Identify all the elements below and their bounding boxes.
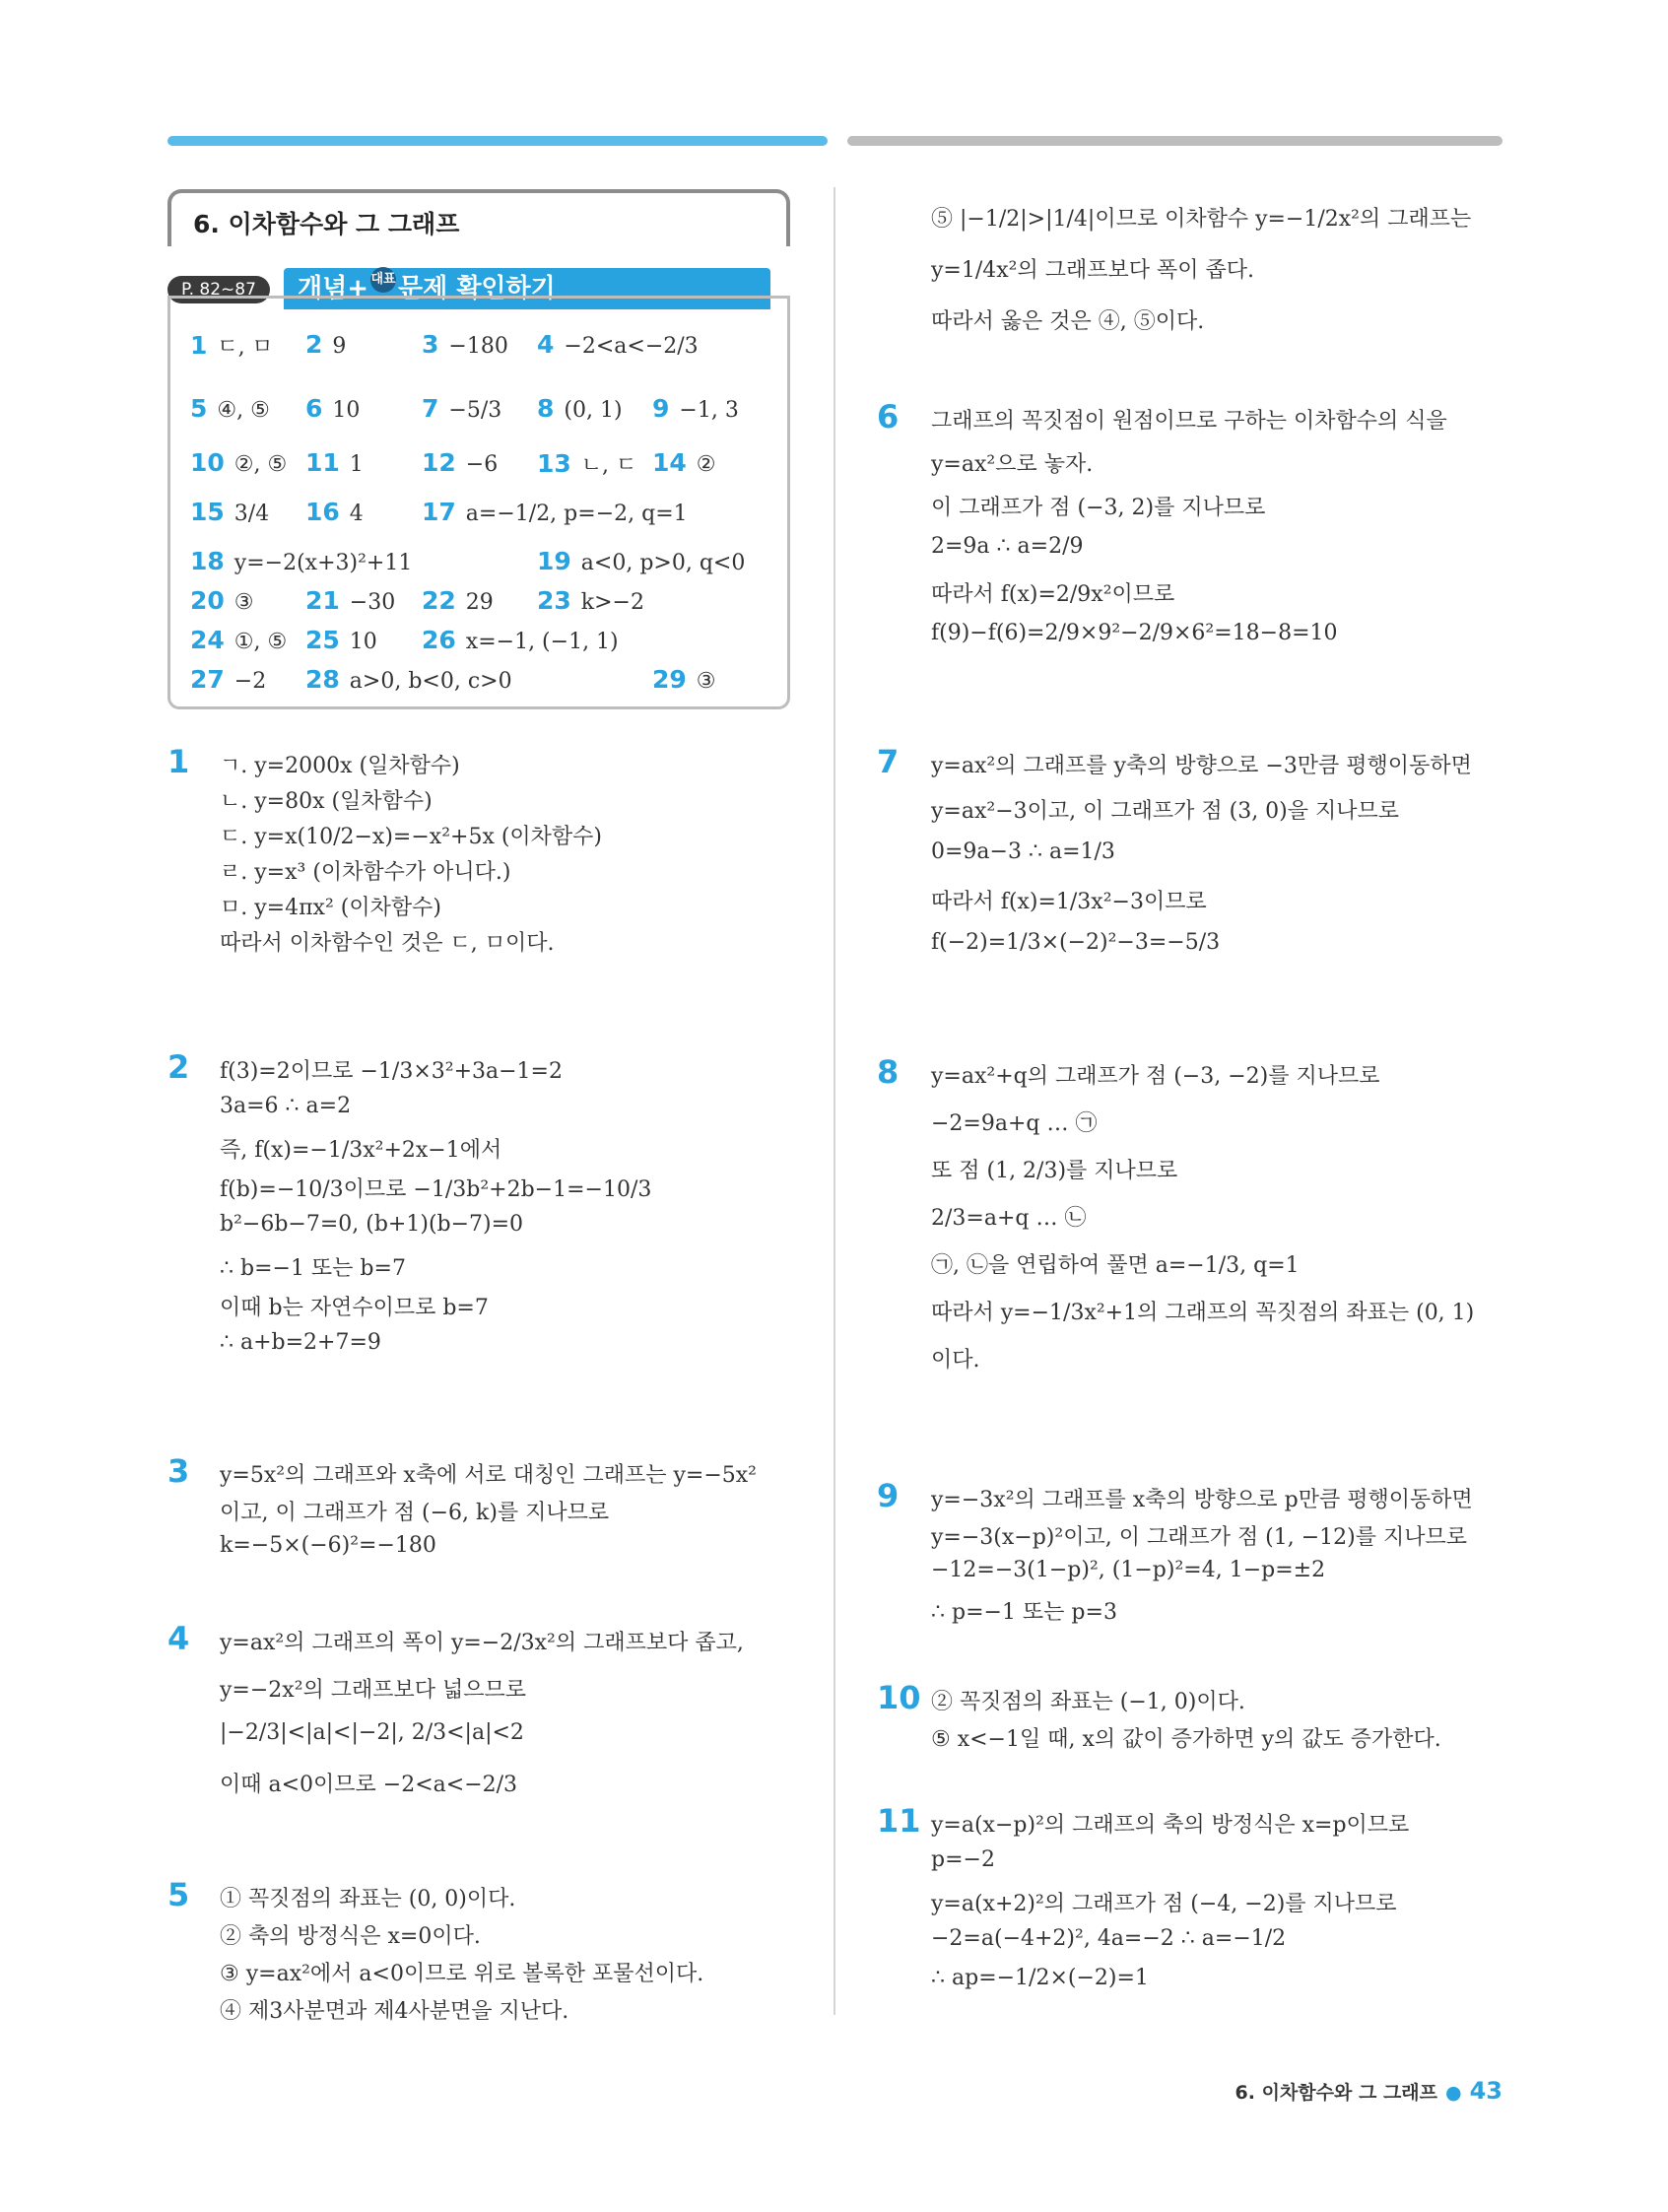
answer-item xyxy=(422,498,688,526)
answer-number: 15 xyxy=(190,498,225,526)
section-title-box xyxy=(167,189,790,246)
answer-value: 9 xyxy=(332,334,347,359)
solution-line: ∴ ap=−1/2×(−2)=1 xyxy=(931,1966,1149,1990)
solution-number: 1 xyxy=(167,743,190,780)
solution-line: y=ax²−3이고, 이 그래프가 점 (3, 0)을 지나므로 xyxy=(931,799,1400,824)
solution-line: y=−3(x−p)²이고, 이 그래프가 점 (1, −12)를 지나므로 xyxy=(931,1525,1468,1550)
answer-number: 5 xyxy=(190,394,208,423)
answer-number: 6 xyxy=(305,394,323,423)
solution-line: y=ax²의 그래프를 y축의 방향으로 −3만큼 평행이동하면 xyxy=(931,754,1472,778)
answer-value: ②, ⑤ xyxy=(234,452,288,477)
answer-item xyxy=(190,547,412,575)
solution-line: ① 꼭짓점의 좌표는 (0, 0)이다. xyxy=(220,1887,516,1911)
answer-value: k>−2 xyxy=(580,590,644,615)
answer-value: 29 xyxy=(465,590,494,615)
answer-item xyxy=(305,626,377,654)
solution-line: ⑤ |−1/2|>|1/4|이므로 이차함수 y=−1/2x²의 그래프는 xyxy=(931,207,1472,232)
answer-number: 1 xyxy=(190,331,208,360)
answer-number: 23 xyxy=(537,586,571,615)
answer-number: 4 xyxy=(537,330,555,359)
answer-value: x=−1, (−1, 1) xyxy=(465,630,619,654)
answer-value: a>0, b<0, c>0 xyxy=(349,669,512,694)
column-divider xyxy=(834,187,835,2015)
solution-line: 따라서 y=−1/3x²+1의 그래프의 꼭짓점의 좌표는 (0, 1) xyxy=(931,1301,1475,1325)
answer-number: 17 xyxy=(422,498,456,526)
solution-line: 이 그래프가 점 (−3, 2)를 지나므로 xyxy=(931,496,1266,520)
answer-item xyxy=(422,448,498,477)
answer-item xyxy=(537,330,699,359)
answer-number: 2 xyxy=(305,330,323,359)
answer-number: 22 xyxy=(422,586,456,615)
answer-item xyxy=(190,586,254,615)
solution-line: ㅁ. y=4πx² (이차함수) xyxy=(220,896,441,920)
solution-line: ② 꼭짓점의 좌표는 (−1, 0)이다. xyxy=(931,1690,1245,1714)
answer-number: 9 xyxy=(652,394,670,423)
solution-line: 또 점 (1, 2/3)를 지나므로 xyxy=(931,1159,1178,1183)
answer-item xyxy=(305,586,395,615)
answer-item xyxy=(422,394,501,423)
answer-number: 7 xyxy=(422,394,439,423)
solution-number: 2 xyxy=(167,1048,190,1086)
solution-line: y=−2x²의 그래프보다 넓으므로 xyxy=(220,1678,527,1703)
solution-line: y=ax²의 그래프의 폭이 y=−2/3x²의 그래프보다 좁고, xyxy=(220,1631,744,1655)
answer-value: 10 xyxy=(332,398,361,423)
answer-item xyxy=(190,330,273,361)
answer-value: −6 xyxy=(465,452,499,477)
answer-value: y=−2(x+3)²+11 xyxy=(234,551,413,575)
answer-item xyxy=(190,498,269,526)
answer-value: −30 xyxy=(349,590,396,615)
solution-line: 그래프의 꼭짓점이 원점이므로 구하는 이차함수의 식을 xyxy=(931,409,1447,434)
solution-number: 6 xyxy=(877,398,900,436)
solution-line: ㉠, ㉡을 연립하여 풀면 a=−1/3, q=1 xyxy=(931,1253,1300,1278)
pages-tag: P. 82~87 xyxy=(167,276,270,303)
answer-number: 29 xyxy=(652,665,687,694)
solution-line: ② 축의 방정식은 x=0이다. xyxy=(220,1924,481,1949)
answer-number: 10 xyxy=(190,448,225,477)
answer-item xyxy=(422,330,508,359)
solution-line: 따라서 f(x)=2/9x²이므로 xyxy=(931,582,1175,607)
answer-number: 21 xyxy=(305,586,340,615)
answer-item xyxy=(190,626,287,654)
answer-value: ④, ⑤ xyxy=(217,398,270,423)
answer-number: 11 xyxy=(305,448,340,477)
solution-line: ④ 제3사분면과 제4사분면을 지난다. xyxy=(220,1999,569,2024)
solution-line: y=1/4x²의 그래프보다 폭이 좁다. xyxy=(931,258,1254,283)
solution-number: 3 xyxy=(167,1452,190,1490)
answer-value: ③ xyxy=(234,590,254,615)
solution-line: y=a(x+2)²의 그래프가 점 (−4, −2)를 지나므로 xyxy=(931,1892,1397,1916)
answer-number: 16 xyxy=(305,498,340,526)
solution-line: y=a(x−p)²의 그래프의 축의 방정식은 x=p이므로 xyxy=(931,1813,1410,1838)
solution-line: k=−5×(−6)²=−180 xyxy=(220,1533,436,1558)
answer-number: 14 xyxy=(652,448,687,477)
answer-item xyxy=(190,448,287,477)
solution-number: 10 xyxy=(877,1679,921,1716)
footer-dot-icon: ● xyxy=(1445,2082,1462,2104)
page-number: 43 xyxy=(1469,2077,1502,2105)
answer-number: 28 xyxy=(305,665,340,694)
answer-item xyxy=(190,394,270,423)
section-title: 6. 이차함수와 그 그래프 xyxy=(193,210,460,238)
solution-line: 따라서 옳은 것은 ④, ⑤이다. xyxy=(931,309,1205,334)
solution-line: y=5x²의 그래프와 x축에 서로 대칭인 그래프는 y=−5x² xyxy=(220,1463,758,1488)
answer-value: −2<a<−2/3 xyxy=(564,334,699,359)
answer-value: 4 xyxy=(349,502,364,526)
solution-line: ㄷ. y=x(10/2−x)=−x²+5x (이차함수) xyxy=(220,825,603,849)
answer-item xyxy=(305,448,364,477)
solution-line: ∴ p=−1 또는 p=3 xyxy=(931,1600,1117,1625)
answer-item xyxy=(537,448,636,479)
answer-number: 18 xyxy=(190,547,225,575)
top-decor-bar-right xyxy=(847,136,1502,146)
solution-line: 이다. xyxy=(931,1348,980,1373)
solution-line: y=ax²+q의 그래프가 점 (−3, −2)를 지나므로 xyxy=(931,1064,1380,1089)
answer-item xyxy=(305,394,360,423)
solution-line: 2=9a ∴ a=2/9 xyxy=(931,534,1084,559)
answer-item xyxy=(422,586,494,615)
answer-value: 1 xyxy=(349,452,364,477)
solution-line: f(b)=−10/3이므로 −1/3b²+2b−1=−10/3 xyxy=(220,1177,652,1202)
solution-line: ㄹ. y=x³ (이차함수가 아니다.) xyxy=(220,860,511,885)
solution-line: p=−2 xyxy=(931,1847,995,1872)
solution-line: 이고, 이 그래프가 점 (−6, k)를 지나므로 xyxy=(220,1501,610,1525)
answer-item xyxy=(537,394,623,423)
concept-tag-pre: 개념+ xyxy=(298,274,369,303)
answer-number: 3 xyxy=(422,330,439,359)
answer-item xyxy=(305,330,346,359)
solution-line: 이때 b는 자연수이므로 b=7 xyxy=(220,1296,489,1320)
solution-line: ㄱ. y=2000x (일차함수) xyxy=(220,754,460,778)
solution-number: 4 xyxy=(167,1620,190,1657)
solution-line: |−2/3|<|a|<|−2|, 2/3<|a|<2 xyxy=(220,1720,524,1745)
solution-line: 3a=6 ∴ a=2 xyxy=(220,1094,352,1118)
answer-value: a=−1/2, p=−2, q=1 xyxy=(465,502,688,526)
answer-value: −1, 3 xyxy=(679,398,739,423)
solution-line: 따라서 f(x)=1/3x²−3이므로 xyxy=(931,890,1207,914)
solution-number: 11 xyxy=(877,1802,921,1840)
answer-value: a<0, p>0, q<0 xyxy=(580,551,746,575)
answer-item xyxy=(422,626,619,654)
answer-value: 10 xyxy=(349,630,377,654)
solution-line: 이때 a<0이므로 −2<a<−2/3 xyxy=(220,1773,518,1797)
solution-line: ⑤ x<−1일 때, x의 값이 증가하면 y의 값도 증가한다. xyxy=(931,1727,1441,1752)
answer-number: 24 xyxy=(190,626,225,654)
solution-line: 즉, f(x)=−1/3x²+2x−1에서 xyxy=(220,1138,502,1163)
answer-value: ③ xyxy=(696,669,716,694)
top-decor-bar-left xyxy=(167,136,828,146)
solution-line: ∴ a+b=2+7=9 xyxy=(220,1330,381,1355)
solution-line: 2/3=a+q … ㉡ xyxy=(931,1206,1087,1231)
solution-line: −2=a(−4+2)², 4a=−2 ∴ a=−1/2 xyxy=(931,1926,1287,1951)
solution-line: 0=9a−3 ∴ a=1/3 xyxy=(931,839,1115,864)
answer-item xyxy=(305,498,364,526)
solution-line: −12=−3(1−p)², (1−p)²=4, 1−p=±2 xyxy=(931,1558,1326,1582)
solution-line: ③ y=ax²에서 a<0이므로 위로 볼록한 포물선이다. xyxy=(220,1962,704,1986)
answer-item xyxy=(537,586,644,615)
solution-number: 5 xyxy=(167,1876,190,1913)
answer-value: ①, ⑤ xyxy=(234,630,288,654)
footer-chapter: 6. 이차함수와 그 그래프 xyxy=(1234,2082,1437,2104)
solution-line: 따라서 이차함수인 것은 ㄷ, ㅁ이다. xyxy=(220,931,555,956)
answer-value: ② xyxy=(696,452,716,477)
answer-number: 13 xyxy=(537,449,571,478)
answer-item xyxy=(305,665,512,694)
answer-item xyxy=(190,665,266,694)
solution-number: 9 xyxy=(877,1477,900,1514)
answer-value: −2 xyxy=(234,669,267,694)
answer-number: 27 xyxy=(190,665,225,694)
page-footer xyxy=(1235,2077,1502,2105)
answer-number: 20 xyxy=(190,586,225,615)
solution-line: ∴ b=−1 또는 b=7 xyxy=(220,1256,406,1281)
solution-number: 7 xyxy=(877,743,900,780)
rep-badge: 대표 xyxy=(370,267,396,293)
answer-number: 26 xyxy=(422,626,456,654)
answer-item xyxy=(537,547,745,575)
answer-value: ㄷ, ㅁ xyxy=(217,335,273,360)
solution-line: f(9)−f(6)=2/9×9²−2/9×6²=18−8=10 xyxy=(931,621,1338,645)
solution-line: y=−3x²의 그래프를 x축의 방향으로 p만큼 평행이동하면 xyxy=(931,1488,1473,1512)
answer-number: 19 xyxy=(537,547,571,575)
concept-tag-post: 문제 확인하기 xyxy=(398,274,556,303)
solution-line: b²−6b−7=0, (b+1)(b−7)=0 xyxy=(220,1212,524,1237)
answer-item xyxy=(652,448,716,477)
answer-value: (0, 1) xyxy=(564,398,623,423)
answer-number: 25 xyxy=(305,626,340,654)
solution-line: −2=9a+q … ㉠ xyxy=(931,1111,1098,1136)
answer-number: 12 xyxy=(422,448,456,477)
solution-line: ㄴ. y=80x (일차함수) xyxy=(220,789,433,814)
answer-value: 3/4 xyxy=(234,502,270,526)
solution-line: y=ax²으로 놓자. xyxy=(931,452,1094,477)
solution-line: f(−2)=1/3×(−2)²−3=−5/3 xyxy=(931,930,1221,955)
answer-value: −180 xyxy=(448,334,508,359)
answer-item xyxy=(652,394,739,423)
solution-number: 8 xyxy=(877,1053,900,1091)
answer-value: −5/3 xyxy=(448,398,502,423)
answer-item xyxy=(652,665,716,694)
answer-number: 8 xyxy=(537,394,555,423)
solution-line: f(3)=2이므로 −1/3×3²+3a−1=2 xyxy=(220,1059,563,1084)
answer-value: ㄴ, ㄷ xyxy=(580,453,637,478)
